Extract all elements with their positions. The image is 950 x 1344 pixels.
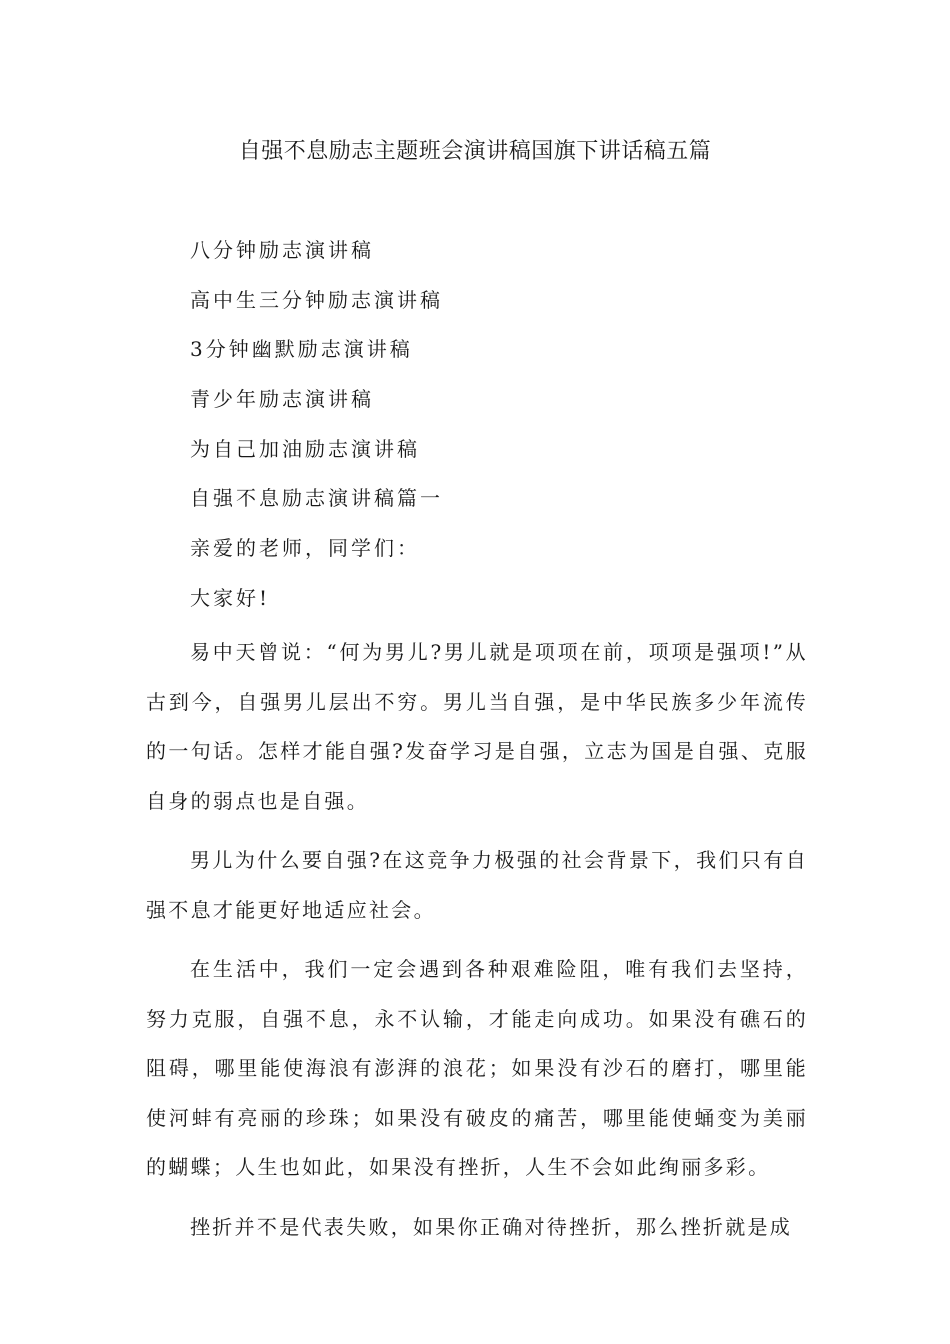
contents-item: 八分钟励志演讲稿 [190,238,374,262]
contents-item: 高中生三分钟励志演讲稿 [190,287,443,312]
contents-list [190,230,443,628]
contents-item: 3分钟幽默励志演讲稿 [190,337,413,362]
paragraph: 易中天曾说：“何为男儿?男儿就是项项在前，项项是强项!”从古到今，自强男儿层出不穷。男儿当自强，是中华民族多少年流传的一句话。怎样才能自强?发奋学习是自强，立志为国是自强、克服自身的弱点也是自强。 [146,640,808,813]
body-text [146,628,808,1262]
contents-item: 青少年励志演讲稿 [190,387,374,412]
greeting: 大家好! [190,585,271,610]
paragraph: 男儿为什么要自强?在这竞争力极强的社会背景下，我们只有自强不息才能更好地适应社会。 [146,848,808,922]
contents-item: 为自己加油励志演讲稿 [190,436,420,461]
paragraph: 挫折并不是代表失败，如果你正确对待挫折，那么挫折就是成 [190,1214,793,1239]
section-heading: 自强不息励志演讲稿篇一 [190,486,443,511]
salutation: 亲爱的老师，同学们： [190,536,420,561]
document-title: 自强不息励志主题班会演讲稿国旗下讲话稿五篇 [238,139,712,164]
paragraph: 在生活中，我们一定会遇到各种艰难险阻，唯有我们去坚持，努力克服，自强不息，永不认输，才能走向成功。如果没有礁石的阻碍，哪里能使海浪有澎湃的浪花；如果没有沙石的磨打，哪里能使河蚌有亮丽的珍珠；如果没有破皮的痛苦，哪里能使蛹变为美丽的蝴蝶；人生也如此，如果没有挫折，人生不会如此绚丽多彩。 [146,957,808,1179]
